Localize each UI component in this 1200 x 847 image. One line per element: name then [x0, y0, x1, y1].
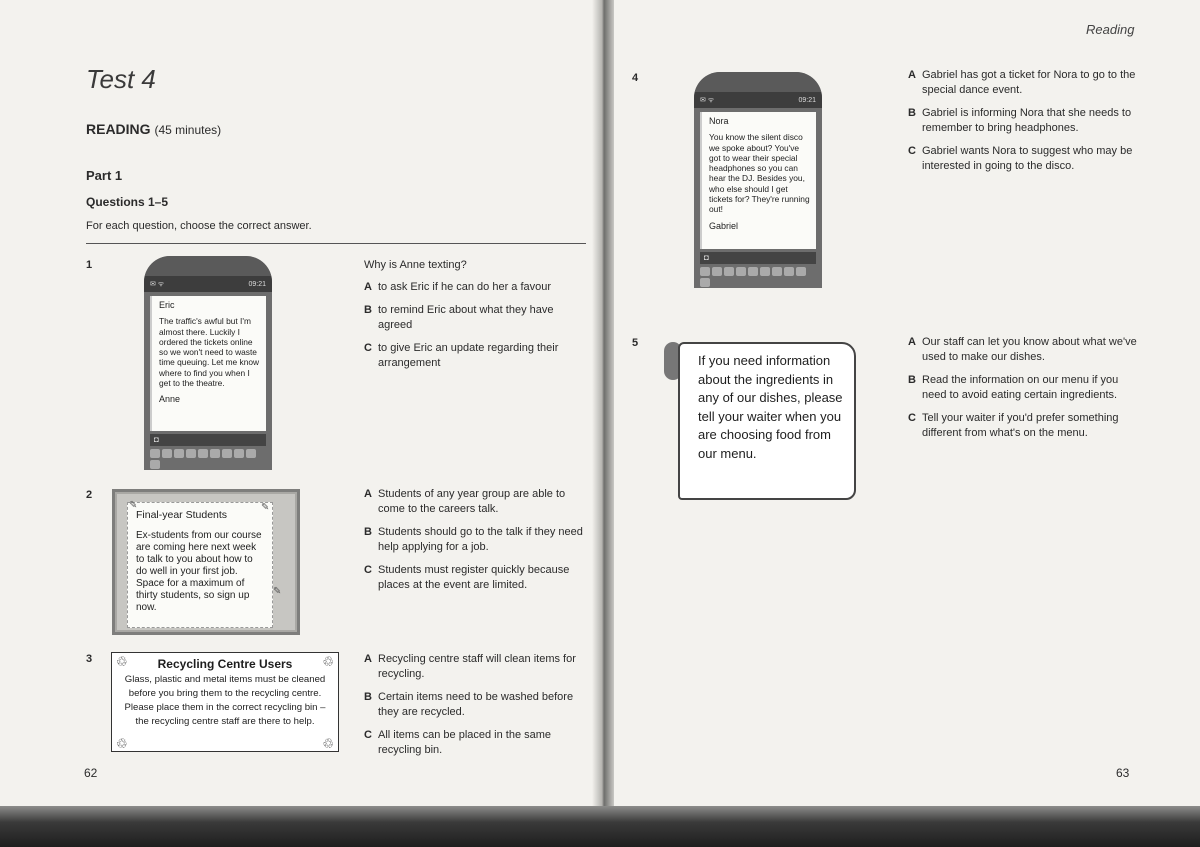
notice-body: Ex-students from our course are coming here next week to talk to you about how to do well in your first job. Space for a maximum of thirty students, so sign up now.	[136, 530, 262, 613]
book-bottom-edge	[0, 806, 1200, 847]
message-signature: Gabriel	[709, 220, 739, 231]
question-2-number: 2	[86, 489, 93, 501]
option-b[interactable]: B Read the information on our menu if you need to avoid eating certain ingredients.	[908, 374, 1119, 401]
question-5-number: 5	[632, 337, 639, 349]
reading-heading	[86, 121, 221, 137]
message-signature: Anne	[159, 394, 181, 405]
phone-status-bar	[694, 92, 822, 108]
divider	[86, 243, 586, 244]
question-3-number: 3	[86, 653, 93, 665]
phone-message-q1	[144, 256, 272, 470]
test-title: Test 4	[86, 64, 156, 94]
message-body: The traffic's awful but I'm almost there. Luckily I ordered the tickets online so we won't need to waste time queuing. Let me know where to find you when I get to the theatre.	[159, 316, 260, 389]
option-a[interactable]: A Students of any year group are able to come to the careers talk.	[364, 488, 566, 515]
question-3-options	[364, 652, 588, 766]
question-1-stem: Why is Anne texting?	[364, 259, 467, 271]
phone-time: 09:21	[248, 280, 266, 288]
option-c[interactable]: C Tell your waiter if you'd prefer something different from what's on the menu.	[908, 412, 1119, 439]
running-head: Reading	[1086, 22, 1135, 37]
sign-title: Recycling Centre Users	[157, 657, 293, 671]
pin-icon: ✎	[129, 500, 138, 511]
message-recipient: Nora	[709, 116, 729, 126]
camera-icon: ◘	[700, 252, 816, 264]
option-b[interactable]: B Students should go to the talk if they need help applying for a job.	[364, 526, 583, 553]
recycling-icon: ♲	[322, 654, 334, 669]
option-b[interactable]: B Certain items need to be washed before they are recycled.	[364, 691, 574, 718]
question-5-options	[908, 335, 1138, 449]
notice-board	[112, 489, 300, 635]
question-4-number: 4	[632, 72, 639, 84]
option-a[interactable]: A Our staff can let you know about what we've used to make our dishes.	[908, 336, 1137, 363]
part-title: Part 1	[86, 168, 123, 183]
camera-icon: ◘	[150, 434, 266, 446]
notice-heading: Final-year Students	[136, 509, 228, 521]
page-number-right: 63	[1116, 766, 1130, 780]
restaurant-notice	[678, 342, 856, 500]
option-b[interactable]: B to remind Eric about what they have agreed	[364, 304, 554, 331]
phone-message-q4	[694, 72, 822, 288]
reading-duration: (45 minutes)	[154, 123, 222, 137]
page-number-left: 62	[84, 766, 98, 780]
phone-status-bar	[144, 276, 272, 292]
right-page	[608, 0, 1200, 810]
left-page	[0, 0, 600, 810]
option-a[interactable]: A Recycling centre staff will clean items for recycling.	[364, 653, 576, 680]
question-1-options	[364, 280, 574, 379]
option-a[interactable]: A Gabriel has got a ticket for Nora to go to the special dance event.	[908, 69, 1136, 96]
notice-text: If you need information about the ingredients in any of our dishes, please tell your waiter when you are choosing food from our menu.	[698, 353, 843, 461]
reading-heading-label: READING	[86, 121, 151, 137]
notice-paper	[127, 502, 273, 628]
message-body: You know the silent disco we spoke about? You've got to wear their special headphones so you can hear the DJ. Besides you, who else should I get tickets for? They're running out!	[709, 132, 810, 215]
recycling-sign	[111, 652, 339, 752]
recycling-icon: ♲	[322, 736, 334, 751]
instruction: For each question, choose the correct answer.	[86, 220, 312, 232]
option-a[interactable]: A to ask Eric if he can do her a favour	[364, 281, 552, 293]
option-c[interactable]: C to give Eric an update regarding their arrangement	[364, 342, 559, 369]
pin-icon: ✎	[261, 502, 270, 513]
book-spine	[592, 0, 614, 847]
pin-icon: ✎	[273, 586, 282, 597]
recycling-icon: ♲	[116, 654, 128, 669]
message-recipient: Eric	[159, 300, 175, 310]
phone-time: 09:21	[798, 96, 816, 104]
sign-body: Glass, plastic and metal items must be cleaned before you bring them to the recycling centre. Please place them in the correct recycling bin – the recycling centre staff are there to help.	[124, 674, 326, 727]
question-2-options	[364, 487, 586, 601]
questions-title: Questions 1–5	[86, 195, 169, 209]
phone-keyboard	[150, 449, 266, 469]
signal-icon: ✉ ᯤ	[700, 96, 715, 104]
recycling-icon: ♲	[116, 736, 128, 751]
phone-keyboard	[700, 267, 816, 287]
option-b[interactable]: B Gabriel is informing Nora that she needs to remember to bring headphones.	[908, 107, 1132, 134]
signal-icon: ✉ ᯤ	[150, 280, 165, 288]
question-1-number: 1	[86, 259, 93, 271]
option-c[interactable]: C Students must register quickly because places at the event are limited.	[364, 564, 570, 591]
option-c[interactable]: C All items can be placed in the same recycling bin.	[364, 729, 552, 756]
question-4-options	[908, 68, 1138, 182]
option-c[interactable]: C Gabriel wants Nora to suggest who may be interested in going to the disco.	[908, 145, 1133, 172]
